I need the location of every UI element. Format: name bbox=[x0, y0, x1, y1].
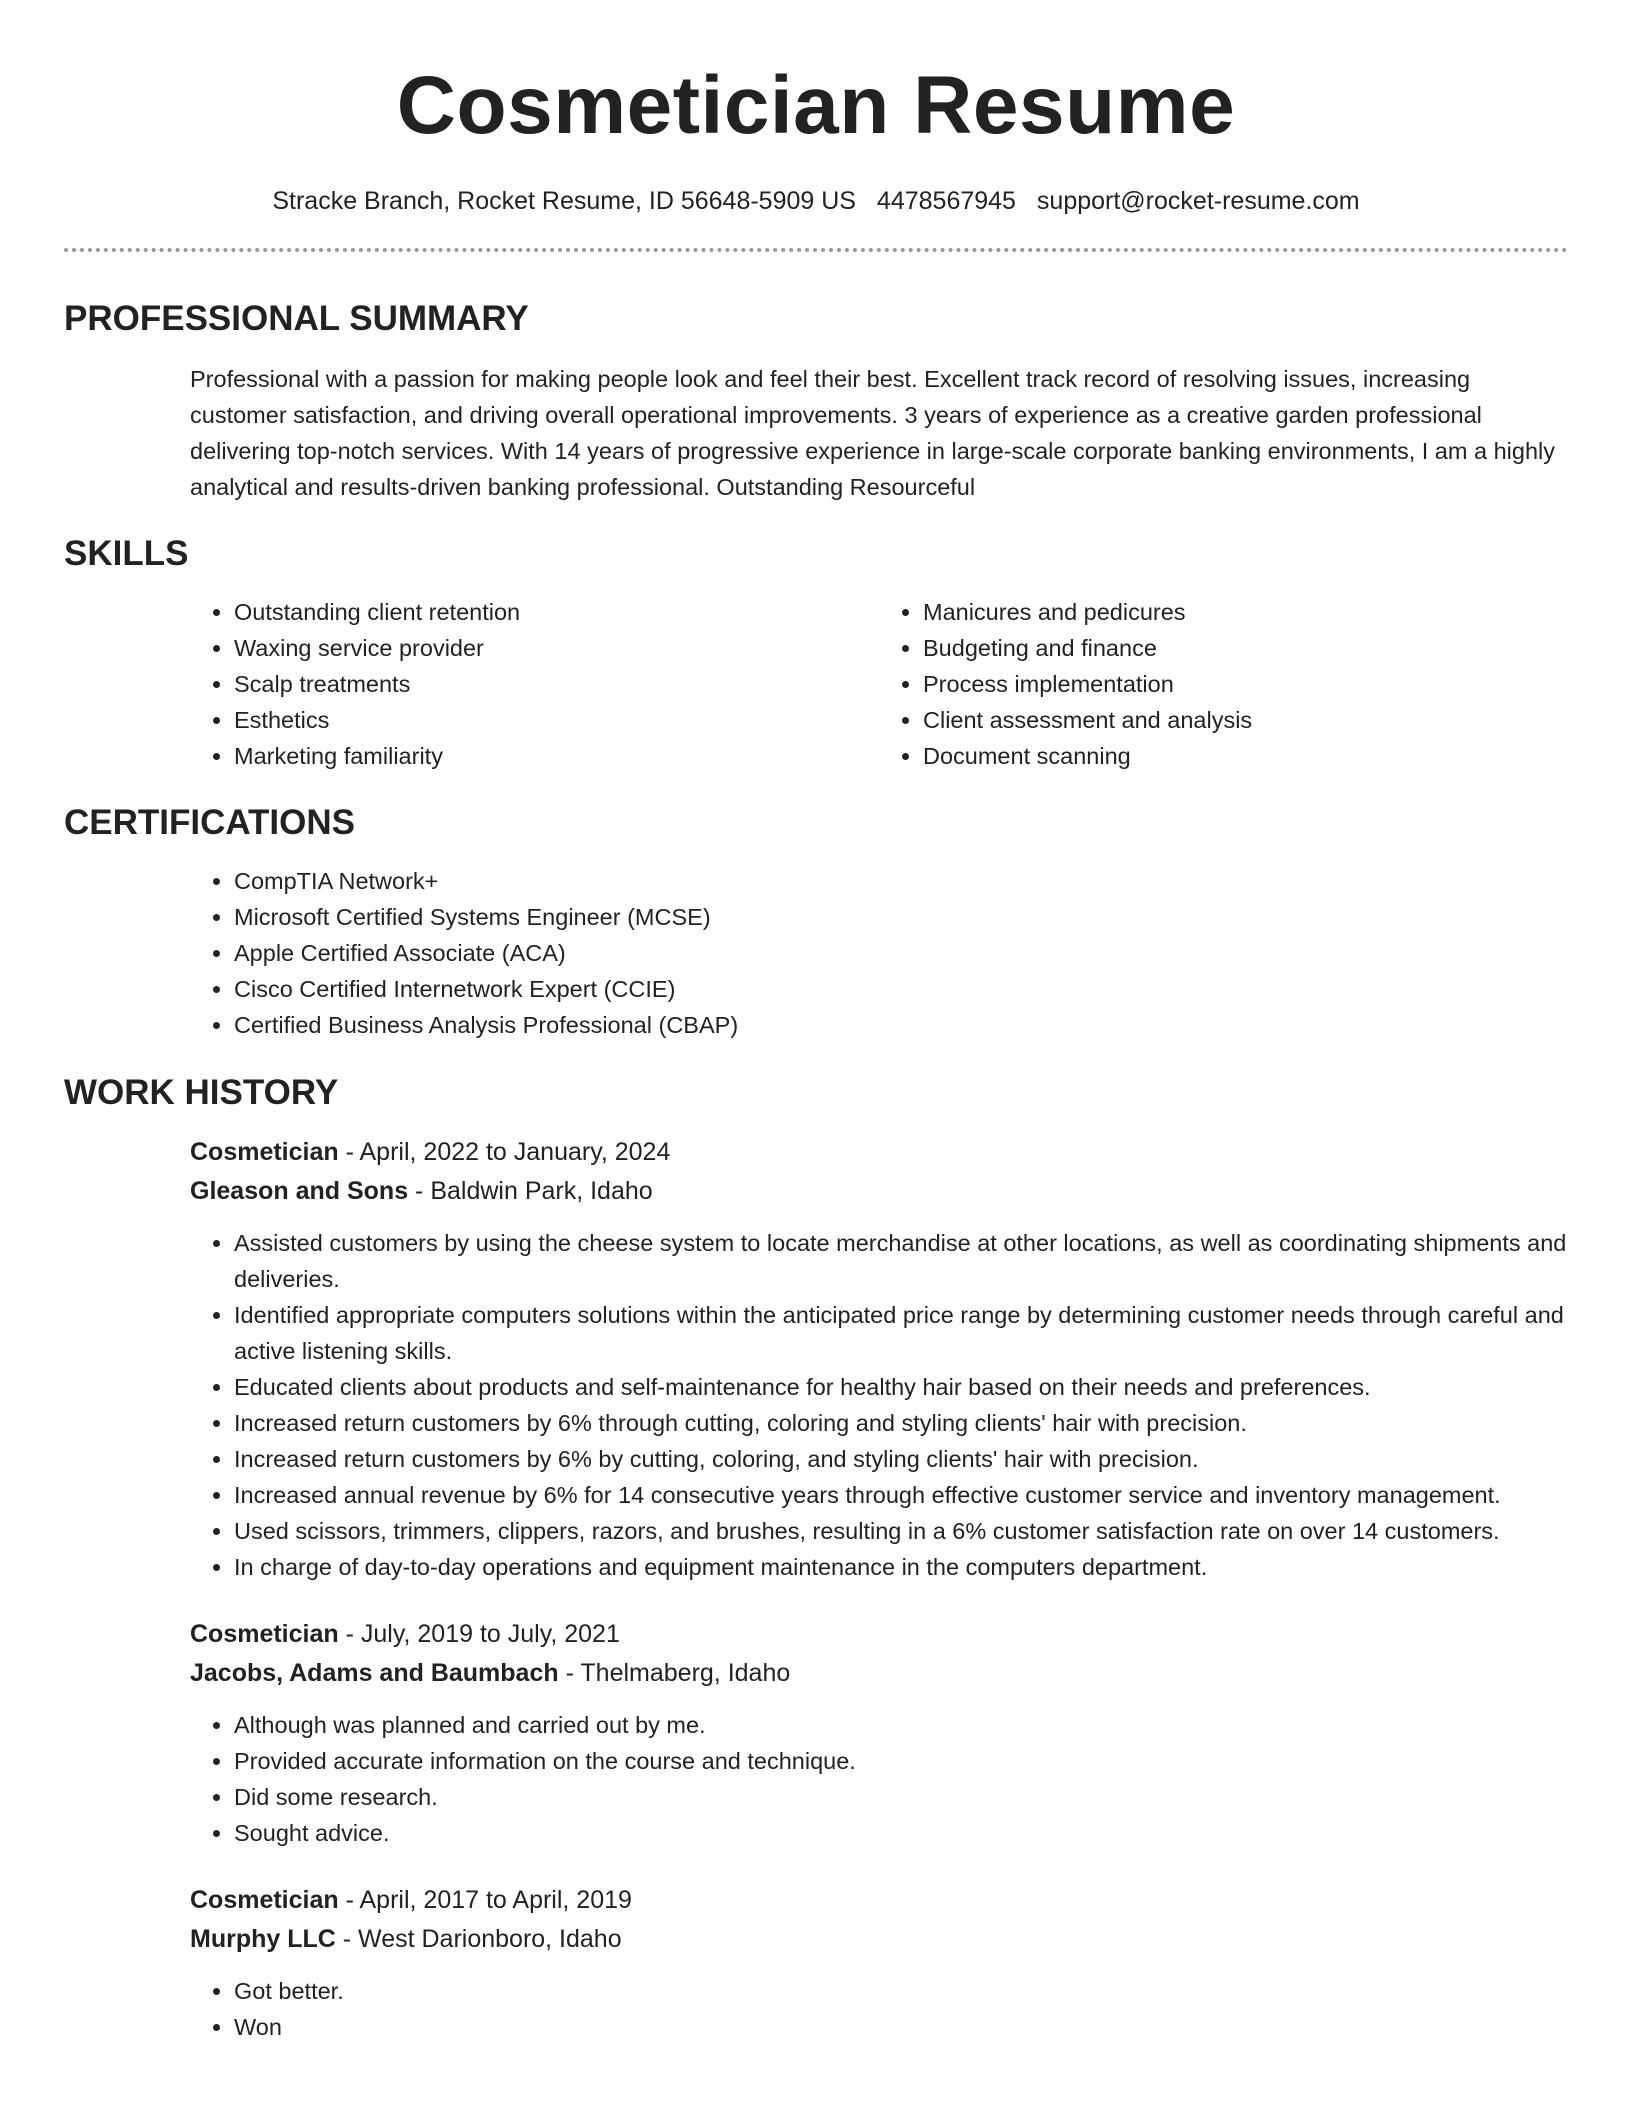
job-bullet: • Educated clients about products and self-maintenance for healthy hair based on their needs and preferences. bbox=[234, 1369, 1568, 1405]
job-bullet: • Identified appropriate computers solutions within the anticipated price range by determining customer needs through careful and active listening skills. bbox=[234, 1297, 1568, 1369]
skill-item: • Outstanding client retention bbox=[234, 594, 879, 630]
skills-heading: SKILLS bbox=[64, 534, 189, 573]
summary-text: Professional with a passion for making people look and feel their best. Excellent track record of resolving issues, increasing customer satisfaction, and driving overall operational improvements. 3 years of experience as a creative garden professional delivering top-notch services. With 14 years of progressive experience in large-scale corporate banking environments, I am a highly analytical and results-driven banking professional. Outstanding Resourceful bbox=[190, 366, 1555, 500]
job-title: Cosmetician bbox=[190, 1620, 339, 1648]
job-bullet: • Sought advice. bbox=[234, 1815, 1568, 1851]
job-title-line bbox=[190, 1881, 1568, 1920]
job-bullets bbox=[190, 1225, 1568, 1585]
job-location: - West Darionboro, Idaho bbox=[335, 1925, 622, 1953]
skill-item: • Process implementation bbox=[923, 666, 1568, 702]
skills-list-left bbox=[190, 594, 879, 774]
contact-line bbox=[64, 184, 1568, 218]
job-entry bbox=[190, 1133, 1568, 1585]
skill-item: • Budgeting and finance bbox=[923, 630, 1568, 666]
job-title-line bbox=[190, 1133, 1568, 1172]
job-company-line bbox=[190, 1172, 1568, 1211]
job-company: Jacobs, Adams and Baumbach bbox=[190, 1659, 559, 1687]
job-bullets bbox=[190, 1973, 1568, 2045]
job-bullets bbox=[190, 1707, 1568, 1851]
job-location: - Baldwin Park, Idaho bbox=[408, 1177, 653, 1205]
job-bullet: • Got better. bbox=[234, 1973, 1568, 2009]
job-bullet: • Used scissors, trimmers, clippers, razors, and brushes, resulting in a 6% customer satisfaction rate on over 14 customers. bbox=[234, 1513, 1568, 1549]
contact-email[interactable]: support@rocket-resume.com bbox=[1036, 187, 1360, 215]
job-dates: - July, 2019 to July, 2021 bbox=[338, 1620, 620, 1648]
certifications-heading: CERTIFICATIONS bbox=[64, 803, 356, 842]
certification-item: • Apple Certified Associate (ACA) bbox=[234, 935, 1568, 971]
skill-item: • Client assessment and analysis bbox=[923, 702, 1568, 738]
job-bullet: • Provided accurate information on the course and technique. bbox=[234, 1743, 1568, 1779]
skill-item: • Document scanning bbox=[923, 738, 1568, 774]
skill-item: • Manicures and pedicures bbox=[923, 594, 1568, 630]
job-bullet: • Increased return customers by 6% through cutting, coloring and styling clients' hair with precision. bbox=[234, 1405, 1568, 1441]
job-bullet: • In charge of day-to-day operations and equipment maintenance in the computers department. bbox=[234, 1549, 1568, 1585]
job-title-line bbox=[190, 1615, 1568, 1654]
certification-item: • Certified Business Analysis Professional (CBAP) bbox=[234, 1007, 1568, 1043]
certification-item: • CompTIA Network+ bbox=[234, 863, 1568, 899]
job-bullet: • Increased return customers by 6% by cutting, coloring, and styling clients' hair with precision. bbox=[234, 1441, 1568, 1477]
job-entry bbox=[190, 1615, 1568, 1851]
skill-item: • Esthetics bbox=[234, 702, 879, 738]
job-bullet: • Increased annual revenue by 6% for 14 consecutive years through effective customer service and inventory management. bbox=[234, 1477, 1568, 1513]
job-entry bbox=[190, 1881, 1568, 2045]
job-location: - Thelmaberg, Idaho bbox=[558, 1659, 791, 1687]
job-bullet: • Although was planned and carried out by me. bbox=[234, 1707, 1568, 1743]
skill-item: • Waxing service provider bbox=[234, 630, 879, 666]
job-company: Murphy LLC bbox=[190, 1925, 336, 1953]
job-dates: - April, 2017 to April, 2019 bbox=[338, 1886, 632, 1914]
certification-item: • Microsoft Certified Systems Engineer (MCSE) bbox=[234, 899, 1568, 935]
job-company-line bbox=[190, 1654, 1568, 1693]
work-history-heading: WORK HISTORY bbox=[64, 1073, 339, 1112]
job-company: Gleason and Sons bbox=[190, 1177, 409, 1205]
header-divider bbox=[64, 248, 1568, 252]
contact-phone: 4478567945 bbox=[876, 187, 1016, 215]
skills-grid bbox=[190, 594, 1568, 774]
job-title: Cosmetician bbox=[190, 1138, 339, 1166]
summary-heading: PROFESSIONAL SUMMARY bbox=[64, 299, 529, 338]
contact-address: Stracke Branch, Rocket Resume, ID 56648-5909 US bbox=[272, 187, 856, 215]
certification-item: • Cisco Certified Internetwork Expert (CCIE) bbox=[234, 971, 1568, 1007]
skills-list-right bbox=[879, 594, 1568, 774]
skill-item: • Scalp treatments bbox=[234, 666, 879, 702]
page-title: Cosmetician Resume bbox=[396, 60, 1236, 151]
job-bullet: • Did some research. bbox=[234, 1779, 1568, 1815]
job-title: Cosmetician bbox=[190, 1886, 339, 1914]
job-bullet: • Won bbox=[234, 2009, 1568, 2045]
job-dates: - April, 2022 to January, 2024 bbox=[338, 1138, 671, 1166]
job-company-line bbox=[190, 1920, 1568, 1959]
skill-item: • Marketing familiarity bbox=[234, 738, 879, 774]
job-bullet: • Assisted customers by using the cheese system to locate merchandise at other locations, as well as coordinating shipments and deliveries. bbox=[234, 1225, 1568, 1297]
certifications-list bbox=[190, 863, 1568, 1043]
